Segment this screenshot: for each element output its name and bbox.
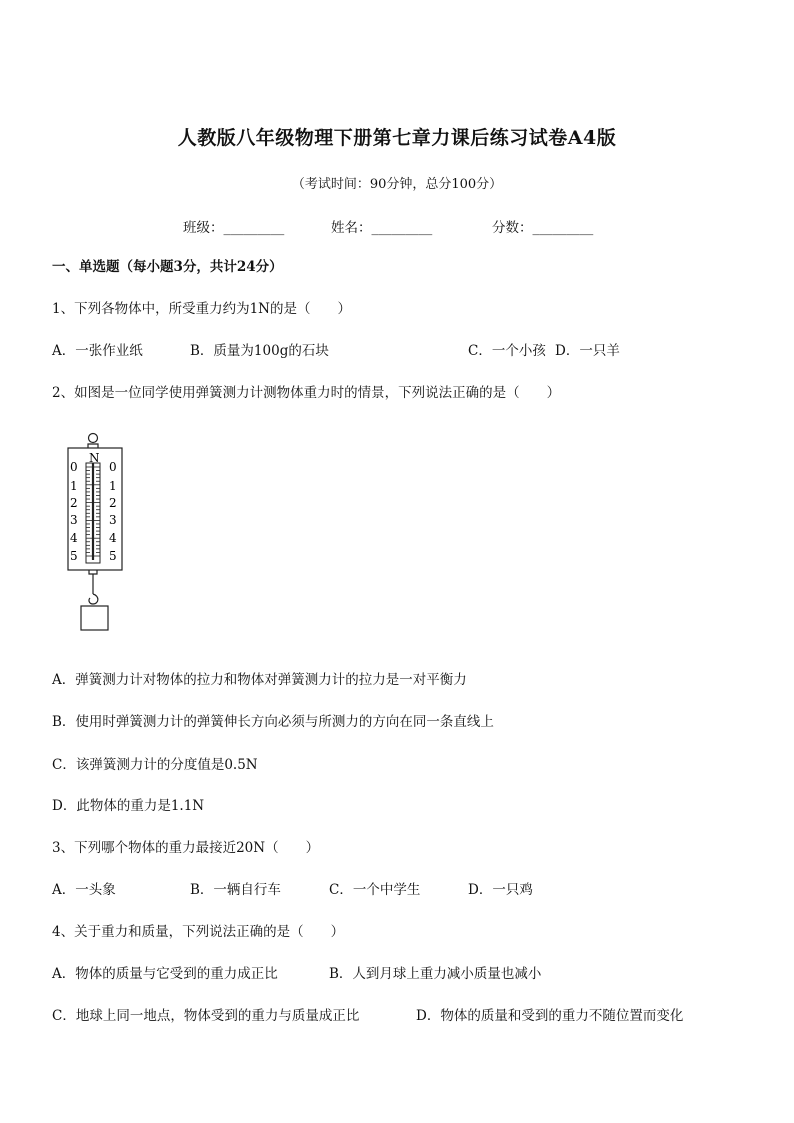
option-b: B．一辆自行车	[190, 882, 281, 898]
scale-number-left: 3	[70, 513, 78, 527]
question-stem: 3、下列哪个物体的重力最接近20N（ ）	[52, 840, 320, 856]
hook	[89, 594, 98, 604]
scale-number-right: 5	[109, 549, 117, 563]
option-d: D．一只羊	[555, 343, 620, 359]
option-c: C．地球上同一地点，物体受到的重力与质量成正比	[52, 1008, 360, 1024]
section-heading: 一、单选题（每小题3分，共计24分）	[52, 259, 283, 275]
question-stem: 2、如图是一位同学使用弹簧测力计测物体重力时的情景，下列说法正确的是（ ）	[52, 385, 561, 401]
question-stem: 4、关于重力和质量，下列说法正确的是（ ）	[52, 924, 345, 940]
option-c: C．一个小孩	[468, 343, 546, 359]
name-field: 姓名：_________	[331, 220, 433, 236]
option-d: D．此物体的重力是1.1N	[52, 798, 205, 814]
score-field: 分数：_________	[492, 220, 594, 236]
scale-number-right: 1	[109, 479, 117, 493]
option-row	[52, 965, 752, 983]
spring-scale-diagram	[64, 430, 134, 640]
option-a: A．一头象	[52, 882, 116, 898]
scale-number-right: 4	[109, 531, 117, 545]
scale-number-left: 1	[70, 479, 78, 493]
hanging-object	[81, 606, 108, 630]
scale-number-right: 0	[109, 460, 117, 474]
scale-number-left: 4	[70, 531, 78, 545]
option-c: C．一个中学生	[329, 882, 421, 898]
scale-number-left: 2	[70, 496, 78, 510]
scale-number-right: 2	[109, 496, 117, 510]
option-a: A．弹簧测力计对物体的拉力和物体对弹簧测力计的拉力是一对平衡力	[52, 672, 467, 688]
question-stem: 1、下列各物体中，所受重力约为1N的是（ ）	[52, 301, 351, 317]
option-b: B．使用时弹簧测力计的弹簧伸长方向必须与所测力的方向在同一条直线上	[52, 714, 494, 730]
top-ring	[89, 434, 98, 443]
class-field: 班级：_________	[183, 220, 285, 236]
page-title: 人教版八年级物理下册第七章力课后练习试卷A4版	[177, 127, 617, 149]
scale-number-left: 0	[70, 460, 78, 474]
option-row	[52, 1007, 752, 1025]
option-row	[52, 342, 752, 360]
unit-label: N	[89, 451, 100, 465]
scale-number-right: 3	[109, 513, 117, 527]
top-tab	[88, 444, 98, 448]
option-d: D．一只鸡	[468, 882, 533, 898]
option-c: C．该弹簧测力计的分度值是0.5N	[52, 757, 258, 773]
spring-scale-figure	[64, 430, 134, 640]
option-a: A．物体的质量与它受到的重力成正比	[52, 966, 278, 982]
exam-info: （考试时间：90分钟，总分100分）	[291, 177, 503, 192]
option-b: B．人到月球上重力减小质量也减小	[329, 966, 542, 982]
option-a: A．一张作业纸	[52, 343, 143, 359]
option-b: B．质量为100g的石块	[190, 343, 329, 359]
option-row	[52, 881, 752, 899]
scale-number-left: 5	[70, 549, 78, 563]
option-d: D．物体的质量和受到的重力不随位置而变化	[416, 1008, 684, 1024]
